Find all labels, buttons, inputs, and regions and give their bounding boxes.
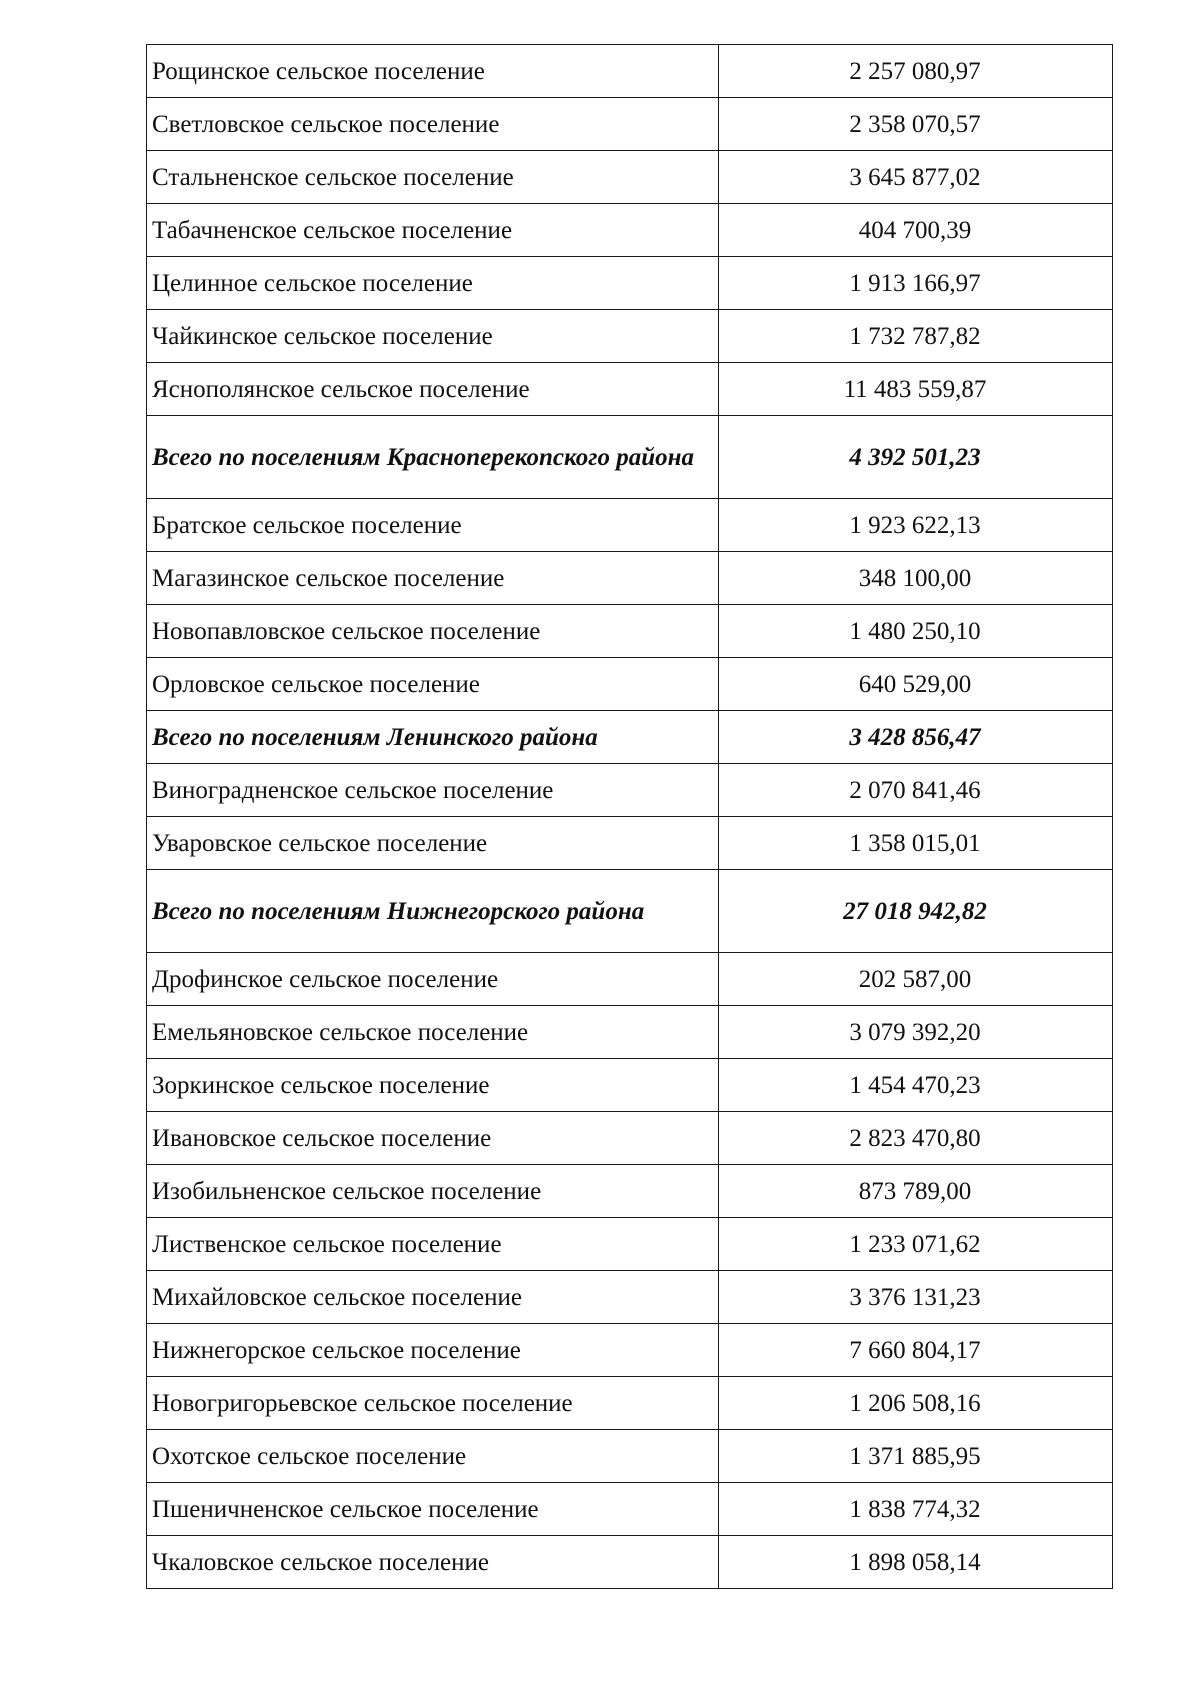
settlement-row bbox=[147, 1324, 1113, 1377]
settlement-amount: 1 923 622,13 bbox=[719, 499, 1113, 552]
district-total-amount: 3 428 856,47 bbox=[719, 711, 1113, 764]
settlement-name: Братское сельское поселение bbox=[147, 499, 719, 552]
settlement-row bbox=[147, 605, 1113, 658]
settlement-name: Табачненское сельское поселение bbox=[147, 204, 719, 257]
settlement-name: Дрофинское сельское поселение bbox=[147, 953, 719, 1006]
settlement-name: Охотское сельское поселение bbox=[147, 1430, 719, 1483]
settlement-name: Пшеничненское сельское поселение bbox=[147, 1483, 719, 1536]
settlement-amount: 3 079 392,20 bbox=[719, 1006, 1113, 1059]
settlement-amount: 11 483 559,87 bbox=[719, 363, 1113, 416]
district-total-label: Всего по поселениям Красноперекопского района bbox=[147, 416, 719, 499]
settlement-row bbox=[147, 764, 1113, 817]
settlement-name: Новопавловское сельское поселение bbox=[147, 605, 719, 658]
district-total-row bbox=[147, 711, 1113, 764]
settlement-name: Нижнегорское сельское поселение bbox=[147, 1324, 719, 1377]
settlement-name: Лиственское сельское поселение bbox=[147, 1218, 719, 1271]
settlement-name: Орловское сельское поселение bbox=[147, 658, 719, 711]
settlement-row bbox=[147, 45, 1113, 98]
settlement-amount: 7 660 804,17 bbox=[719, 1324, 1113, 1377]
district-total-label: Всего по поселениям Нижнегорского района bbox=[147, 870, 719, 953]
settlement-amount: 3 645 877,02 bbox=[719, 151, 1113, 204]
settlement-row bbox=[147, 204, 1113, 257]
settlement-amount: 1 454 470,23 bbox=[719, 1059, 1113, 1112]
settlement-name: Чайкинское сельское поселение bbox=[147, 310, 719, 363]
settlement-amount: 1 913 166,97 bbox=[719, 257, 1113, 310]
settlement-amount: 1 233 071,62 bbox=[719, 1218, 1113, 1271]
settlement-amount: 3 376 131,23 bbox=[719, 1271, 1113, 1324]
settlement-row bbox=[147, 1430, 1113, 1483]
settlement-amount: 873 789,00 bbox=[719, 1165, 1113, 1218]
settlement-amount: 1 358 015,01 bbox=[719, 817, 1113, 870]
settlement-amount: 1 206 508,16 bbox=[719, 1377, 1113, 1430]
settlement-amount: 1 732 787,82 bbox=[719, 310, 1113, 363]
settlement-name: Изобильненское сельское поселение bbox=[147, 1165, 719, 1218]
settlement-amount: 2 358 070,57 bbox=[719, 98, 1113, 151]
settlement-name: Чкаловское сельское поселение bbox=[147, 1536, 719, 1589]
settlement-name: Целинное сельское поселение bbox=[147, 257, 719, 310]
settlement-row bbox=[147, 98, 1113, 151]
settlement-budget-table bbox=[146, 44, 1113, 1589]
settlement-row bbox=[147, 1006, 1113, 1059]
settlement-amount: 1 898 058,14 bbox=[719, 1536, 1113, 1589]
settlement-name: Уваровское сельское поселение bbox=[147, 817, 719, 870]
settlement-row bbox=[147, 1536, 1113, 1589]
settlement-name: Магазинское сельское поселение bbox=[147, 552, 719, 605]
settlement-row bbox=[147, 1377, 1113, 1430]
settlement-row bbox=[147, 151, 1113, 204]
settlement-amount: 348 100,00 bbox=[719, 552, 1113, 605]
settlement-amount: 2 823 470,80 bbox=[719, 1112, 1113, 1165]
settlement-row bbox=[147, 1483, 1113, 1536]
settlement-row bbox=[147, 1112, 1113, 1165]
settlement-name: Михайловское сельское поселение bbox=[147, 1271, 719, 1324]
settlement-amount: 640 529,00 bbox=[719, 658, 1113, 711]
settlement-row bbox=[147, 552, 1113, 605]
settlement-name: Виноградненское сельское поселение bbox=[147, 764, 719, 817]
table-body bbox=[147, 45, 1113, 1589]
settlement-amount: 1 838 774,32 bbox=[719, 1483, 1113, 1536]
district-total-label: Всего по поселениям Ленинского района bbox=[147, 711, 719, 764]
settlement-row bbox=[147, 1271, 1113, 1324]
settlement-name: Стальненское сельское поселение bbox=[147, 151, 719, 204]
district-total-amount: 27 018 942,82 bbox=[719, 870, 1113, 953]
settlement-name: Ивановское сельское поселение bbox=[147, 1112, 719, 1165]
district-total-row bbox=[147, 416, 1113, 499]
settlement-amount: 202 587,00 bbox=[719, 953, 1113, 1006]
settlement-amount: 1 480 250,10 bbox=[719, 605, 1113, 658]
settlement-row bbox=[147, 1218, 1113, 1271]
district-total-amount: 4 392 501,23 bbox=[719, 416, 1113, 499]
settlement-name: Зоркинское сельское поселение bbox=[147, 1059, 719, 1112]
settlement-row bbox=[147, 499, 1113, 552]
settlement-amount: 2 070 841,46 bbox=[719, 764, 1113, 817]
settlement-row bbox=[147, 1165, 1113, 1218]
settlement-name: Рощинское сельское поселение bbox=[147, 45, 719, 98]
settlement-name: Емельяновское сельское поселение bbox=[147, 1006, 719, 1059]
settlement-amount: 1 371 885,95 bbox=[719, 1430, 1113, 1483]
settlement-row bbox=[147, 817, 1113, 870]
settlement-name: Новогригорьевское сельское поселение bbox=[147, 1377, 719, 1430]
settlement-row bbox=[147, 953, 1113, 1006]
settlement-row bbox=[147, 257, 1113, 310]
settlement-amount: 2 257 080,97 bbox=[719, 45, 1113, 98]
settlement-amount: 404 700,39 bbox=[719, 204, 1113, 257]
settlement-row bbox=[147, 658, 1113, 711]
settlement-row bbox=[147, 363, 1113, 416]
settlement-name: Светловское сельское поселение bbox=[147, 98, 719, 151]
settlement-row bbox=[147, 310, 1113, 363]
settlement-name: Яснополянское сельское поселение bbox=[147, 363, 719, 416]
district-total-row bbox=[147, 870, 1113, 953]
settlement-row bbox=[147, 1059, 1113, 1112]
